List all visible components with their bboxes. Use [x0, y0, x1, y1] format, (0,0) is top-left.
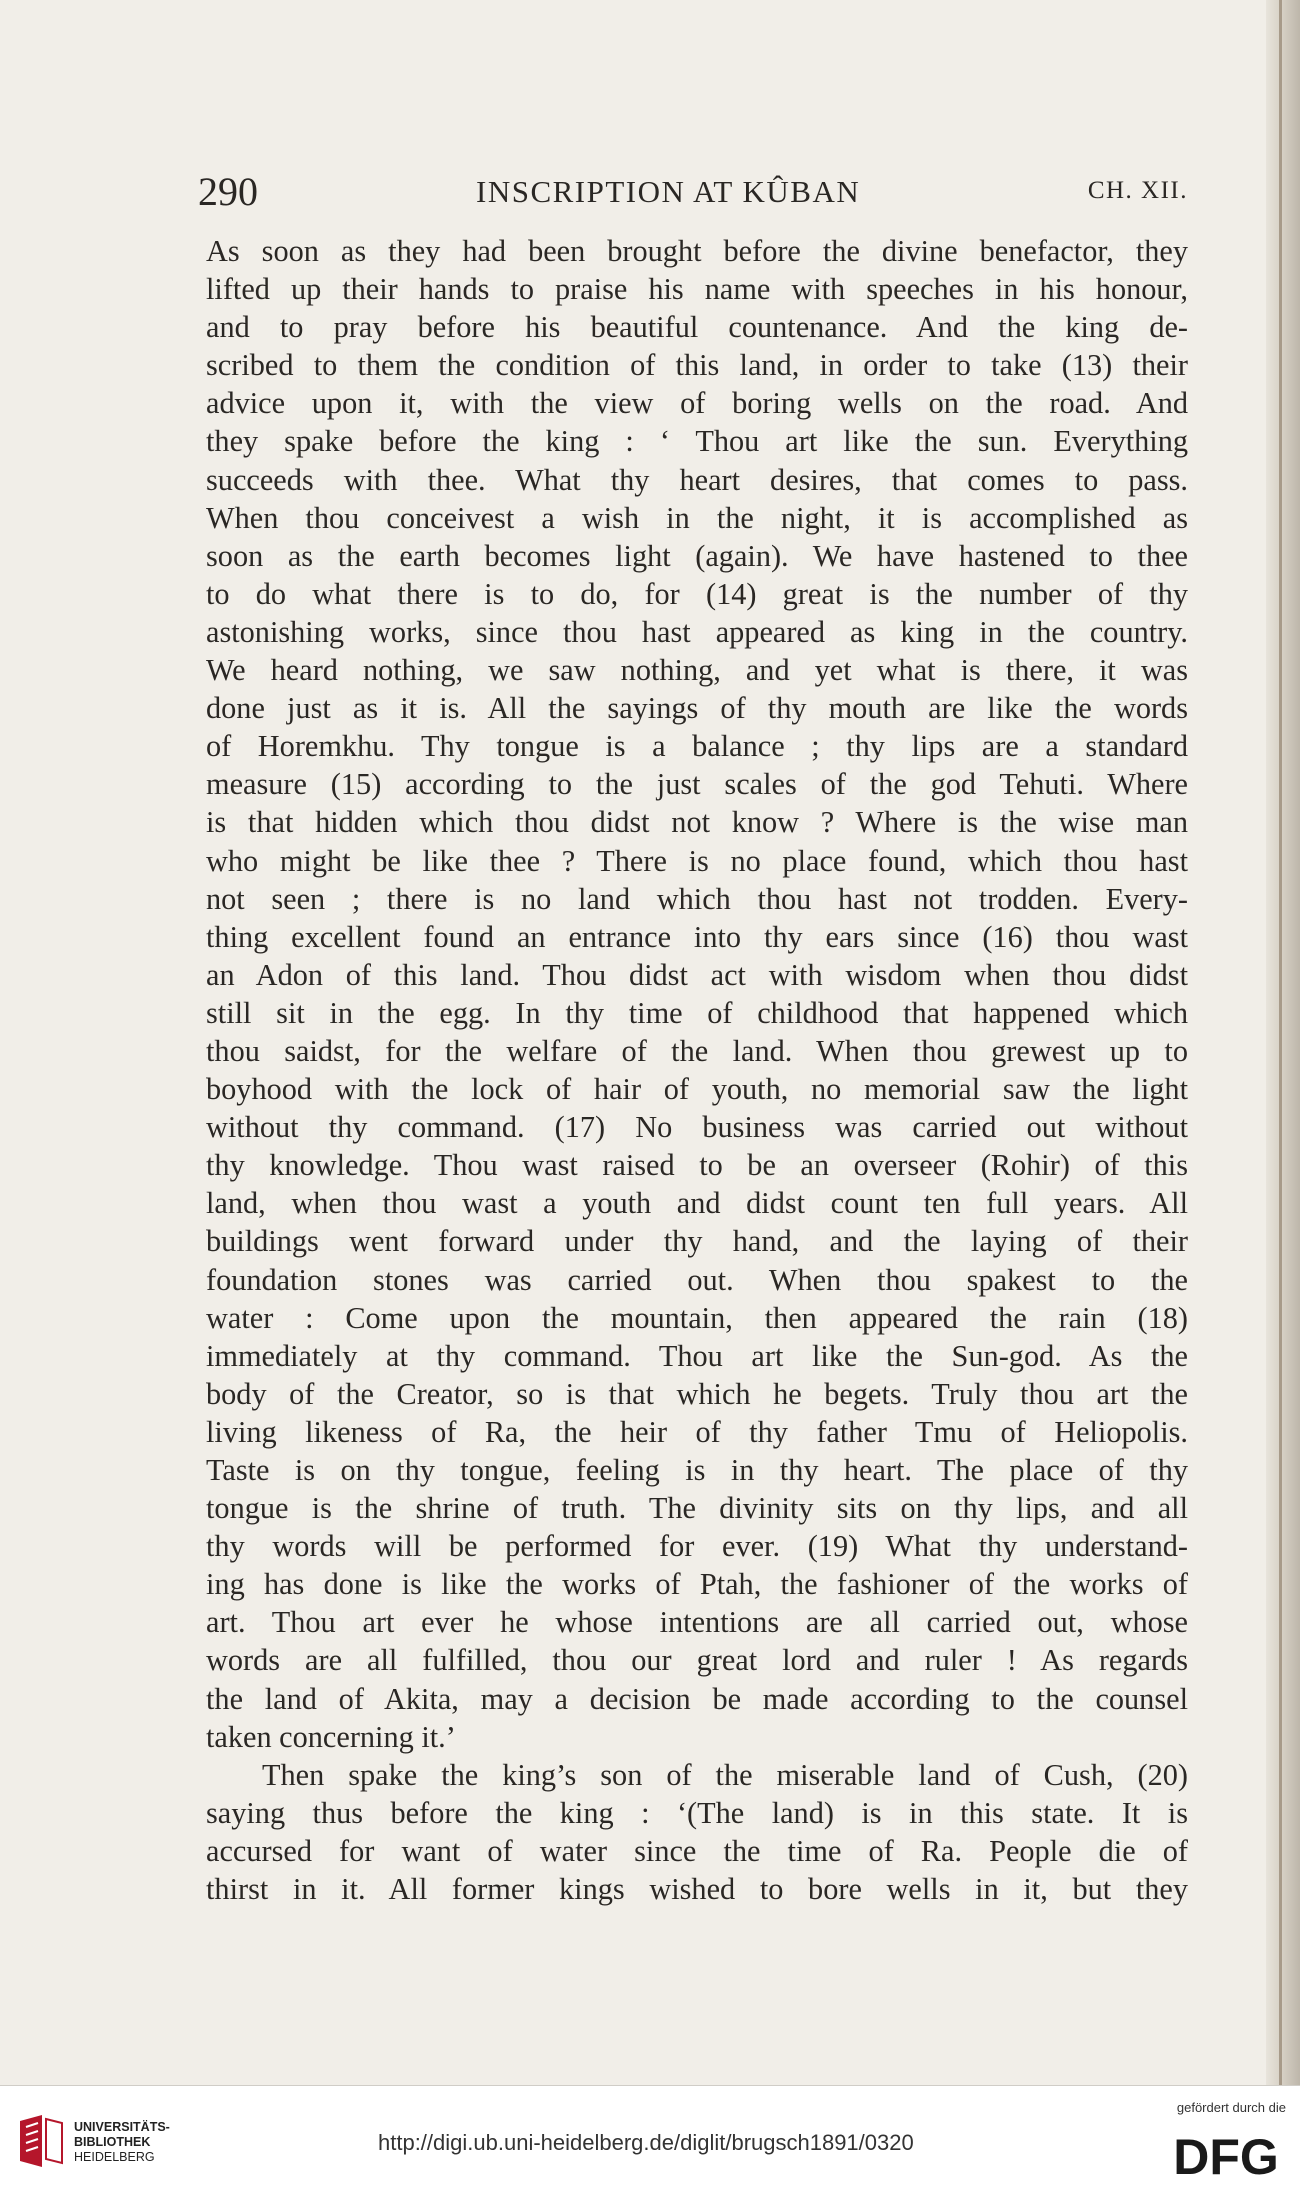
text-line: without thy command. (17) No business was carried out without — [206, 1110, 1188, 1145]
text-line: still sit in the egg. In thy time of childhood that happened which — [206, 995, 1188, 1030]
text-line: buildings went forward under thy hand, and the laying of their — [206, 1224, 1188, 1259]
text-line: advice upon it, with the view of boring wells on the road. And — [206, 386, 1188, 421]
university-library-logo-icon — [14, 2111, 68, 2171]
text-line: tongue is the shrine of truth. The divinity sits on thy lips, and all — [206, 1491, 1188, 1526]
text-line: astonishing works, since thou hast appeared as king in the country. — [206, 614, 1188, 649]
text-line: scribed to them the condition of this land, in order to take (13) their — [206, 348, 1188, 383]
text-line: water : Come upon the mountain, then appeared the rain (18) — [206, 1300, 1188, 1335]
text-line: living likeness of Ra, the heir of thy father Tmu of Heliopolis. — [206, 1414, 1188, 1449]
body-text — [206, 232, 1188, 1908]
book-spine-shadow — [1266, 0, 1300, 2085]
funding-note: gefördert durch die — [1176, 2100, 1286, 2115]
institution-line: UNIVERSITÄTS- — [74, 2120, 170, 2134]
text-line: lifted up their hands to praise his name with speeches in his honour, — [206, 272, 1188, 307]
text-line: As soon as they had been brought before the divine benefactor, they — [206, 234, 1188, 268]
text-line: and to pray before his beautiful countenance. And the king de- — [206, 310, 1188, 345]
text-line: boyhood with the lock of hair of youth, no memorial saw the light — [206, 1072, 1188, 1107]
text-line: of Horemkhu. Thy tongue is a balance ; thy lips are a standard — [206, 729, 1188, 764]
text-line: taken concerning it.’ — [206, 1719, 456, 1754]
university-library-name — [74, 2120, 170, 2165]
viewer-footer — [0, 2085, 1300, 2201]
text-line: succeeds with thee. What thy heart desires, that comes to pass. — [206, 462, 1188, 497]
text-line: saying thus before the king : ‘(The land) is in this state. It is — [206, 1795, 1188, 1830]
text-line: thou saidst, for the welfare of the land. When thou grewest up to — [206, 1033, 1188, 1068]
text-line: done just as it is. All the sayings of thy mouth are like the words — [206, 691, 1188, 726]
institution-line: BIBLIOTHEK — [74, 2135, 151, 2149]
dfg-logo-text: DFG — [1173, 2129, 1279, 2182]
text-line: thy knowledge. Thou wast raised to be an overseer (Rohir) of this — [206, 1148, 1188, 1183]
page-edge-line — [1279, 0, 1282, 2085]
text-line: measure (15) according to the just scales of the god Tehuti. Where — [206, 767, 1188, 802]
text-line: an Adon of this land. Thou didst act with wisdom when thou didst — [206, 957, 1188, 992]
text-line: accursed for want of water since the time of Ra. People die of — [206, 1833, 1188, 1868]
text-line: immediately at thy command. Thou art like the Sun-god. As the — [206, 1338, 1188, 1373]
text-line: words are all fulfilled, thou our great lord and ruler ! As regards — [206, 1643, 1188, 1678]
text-line: foundation stones was carried out. When thou spakest to the — [206, 1262, 1188, 1297]
text-line: thy words will be performed for ever. (19) What thy understand- — [206, 1529, 1188, 1564]
text-line: body of the Creator, so is that which he begets. Truly thou art the — [206, 1376, 1188, 1411]
text-line: they spake before the king : ‘ Thou art like the sun. Everything — [206, 424, 1188, 459]
text-line: Then spake the king’s son of the miserable land of Cush, (20) — [262, 1757, 1188, 1792]
dfg-logo-icon — [1166, 2126, 1286, 2182]
text-line: art. Thou art ever he whose intentions are all carried out, whose — [206, 1605, 1188, 1640]
text-line: thirst in it. All former kings wished to bore wells in it, but they — [206, 1872, 1188, 1907]
page-number: 290 — [198, 169, 258, 214]
text-line: to do what there is to do, for (14) great is the number of thy — [206, 576, 1188, 611]
page-header — [198, 168, 1188, 214]
text-line: soon as the earth becomes light (again). We have hastened to thee — [206, 538, 1188, 573]
text-line: who might be like thee ? There is no place found, which thou hast — [206, 843, 1188, 878]
running-title: INSCRIPTION AT KÛBAN — [476, 174, 861, 209]
text-line: Taste is on thy tongue, feeling is in thy heart. The place of thy — [206, 1453, 1188, 1487]
chapter-label: CH. XII. — [1087, 177, 1188, 204]
text-line: We heard nothing, we saw nothing, and yet what is there, it was — [206, 653, 1188, 688]
institution-line: HEIDELBERG — [74, 2150, 155, 2164]
text-line: When thou conceivest a wish in the night, it is accomplished as — [206, 500, 1188, 535]
text-line: is that hidden which thou didst not know ? Where is the wise man — [206, 805, 1188, 840]
text-line: ing has done is like the works of Ptah, the fashioner of the works of — [206, 1567, 1188, 1602]
text-line: land, when thou wast a youth and didst count ten full years. All — [206, 1186, 1188, 1221]
text-line: not seen ; there is no land which thou hast not trodden. Every- — [206, 881, 1188, 916]
text-line: the land of Akita, may a decision be made according to the counsel — [206, 1681, 1188, 1716]
text-line: thing excellent found an entrance into thy ears since (16) thou wast — [206, 919, 1188, 954]
permalink-url[interactable]: http://digi.ub.uni-heidelberg.de/diglit/brugsch1891/0320 — [378, 2130, 914, 2155]
